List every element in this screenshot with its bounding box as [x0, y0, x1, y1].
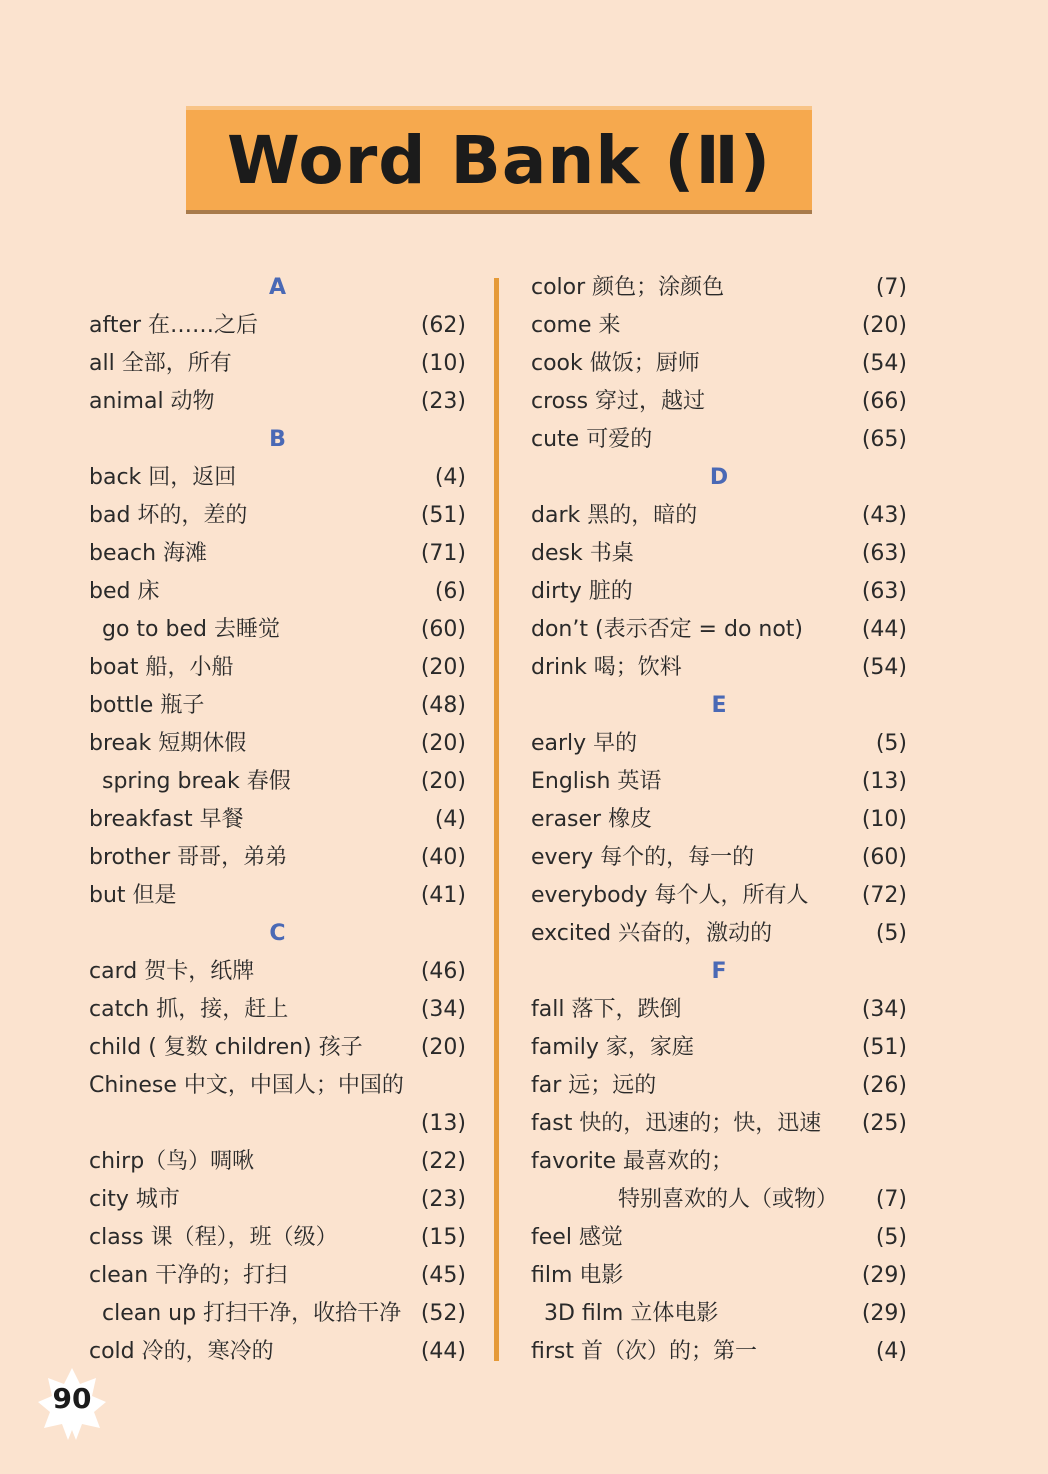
word-entry: [531, 1257, 907, 1295]
entry-page: (54): [861, 351, 907, 376]
entry-term: don’t (表示否定 = do not): [531, 617, 804, 642]
entry-page: (65): [861, 427, 907, 452]
entry-term: feel 感觉: [531, 1225, 623, 1250]
entry-term: dark 黑的，暗的: [531, 503, 698, 528]
section-letter: E: [711, 693, 727, 718]
word-entry: [531, 535, 907, 573]
entry-page: (26): [861, 1073, 907, 1098]
column-divider: [494, 278, 499, 1361]
entry-page: (20): [420, 731, 466, 756]
page-number: 90: [52, 1382, 92, 1415]
entry-page: (5): [875, 921, 907, 946]
page-title: Word Bank (Ⅱ): [226, 121, 772, 199]
section-letter: F: [711, 959, 727, 984]
entry-term: but 但是: [89, 883, 177, 908]
entry-page: (71): [420, 541, 466, 566]
entry-page: (23): [420, 389, 466, 414]
word-entry: [89, 839, 466, 877]
entry-page: (52): [420, 1301, 466, 1326]
word-entry: [89, 497, 466, 535]
entry-term: first 首（次）的；第一: [531, 1339, 757, 1364]
entry-term: favorite 最喜欢的；: [531, 1149, 734, 1174]
word-entry: [531, 1143, 907, 1181]
word-entry: [531, 497, 907, 535]
word-entry: [531, 877, 907, 915]
word-entry: [531, 307, 907, 345]
word-entry: [89, 991, 466, 1029]
entry-page: (13): [420, 1111, 466, 1136]
entry-page: (4): [875, 1339, 907, 1364]
word-entry: [89, 611, 466, 649]
word-entry: [89, 687, 466, 725]
entry-page: (20): [420, 1035, 466, 1060]
entry-page: (66): [861, 389, 907, 414]
entry-page: (4): [434, 807, 466, 832]
entry-term: early 早的: [531, 731, 638, 756]
entry-term: card 贺卡，纸牌: [89, 959, 255, 984]
word-entry: [531, 573, 907, 611]
entry-term: clean up 打扫干净，收拾干净: [102, 1301, 402, 1326]
entry-term: boat 船，小船: [89, 655, 234, 680]
word-entry: [89, 953, 466, 991]
entry-page: (29): [861, 1263, 907, 1288]
entry-term: catch 抓，接，赶上: [89, 997, 289, 1022]
word-entry: [531, 1105, 907, 1143]
entry-term: fall 落下，跌倒: [531, 997, 682, 1022]
section-letter: B: [269, 427, 286, 452]
word-entry: [89, 1105, 466, 1143]
word-entry: [531, 1181, 907, 1219]
entry-term: beach 海滩: [89, 541, 208, 566]
entry-page: (63): [861, 541, 907, 566]
entry-page: (15): [420, 1225, 466, 1250]
left-column: [89, 269, 466, 1371]
entry-page: (44): [420, 1339, 466, 1364]
word-entry: [89, 649, 466, 687]
entry-term: family 家，家庭: [531, 1035, 694, 1060]
entry-term: come 来: [531, 313, 621, 338]
entry-page: (46): [420, 959, 466, 984]
entry-page: (60): [861, 845, 907, 870]
word-entry: [531, 1333, 907, 1371]
right-column: [531, 269, 907, 1371]
entry-page: (62): [420, 313, 466, 338]
entry-page: (41): [420, 883, 466, 908]
entry-page: (34): [861, 997, 907, 1022]
entry-page: (5): [875, 731, 907, 756]
word-entry: [531, 991, 907, 1029]
word-entry: [89, 1257, 466, 1295]
word-entry: [531, 649, 907, 687]
entry-term: English 英语: [531, 769, 662, 794]
entry-page: (54): [861, 655, 907, 680]
word-entry: [89, 1295, 466, 1333]
entry-term: bed 床: [89, 579, 160, 604]
word-entry: [89, 1333, 466, 1371]
entry-term: animal 动物: [89, 389, 215, 414]
entry-page: (29): [861, 1301, 907, 1326]
entry-term: fast 快的，迅速的；快，迅速: [531, 1111, 822, 1136]
entry-page: (7): [875, 275, 907, 300]
entry-page: (22): [420, 1149, 466, 1174]
entry-page: (13): [861, 769, 907, 794]
entry-term: color 颜色；涂颜色: [531, 275, 725, 300]
word-entry: [531, 915, 907, 953]
entry-term: break 短期休假: [89, 731, 247, 756]
entry-term: dirty 脏的: [531, 579, 633, 604]
entry-term: bottle 瓶子: [89, 693, 205, 718]
entry-term: city 城市: [89, 1187, 180, 1212]
entry-page: (40): [420, 845, 466, 870]
word-entry: [531, 269, 907, 307]
word-entry: [89, 383, 466, 421]
word-entry: [89, 877, 466, 915]
entry-term: bad 坏的，差的: [89, 503, 248, 528]
word-entry: [89, 1181, 466, 1219]
entry-term: desk 书桌: [531, 541, 634, 566]
entry-page: (51): [861, 1035, 907, 1060]
entry-term: drink 喝；饮料: [531, 655, 682, 680]
word-entry: [531, 1295, 907, 1333]
section-letter: D: [709, 465, 729, 490]
word-entry: [531, 1219, 907, 1257]
word-entry: [89, 1029, 466, 1067]
entry-page: (43): [861, 503, 907, 528]
entry-term: excited 兴奋的，激动的: [531, 921, 773, 946]
entry-term: go to bed 去睡觉: [102, 617, 280, 642]
entry-term: film 电影: [531, 1263, 624, 1288]
entry-page: (51): [420, 503, 466, 528]
word-entry: [89, 345, 466, 383]
entry-term: spring break 春假: [102, 769, 291, 794]
word-entry: [531, 839, 907, 877]
entry-page: (48): [420, 693, 466, 718]
word-entry: [89, 1143, 466, 1181]
entry-term: cook 做饭；厨师: [531, 351, 700, 376]
entry-term: Chinese 中文，中国人；中国的: [89, 1073, 404, 1098]
word-entry: [89, 535, 466, 573]
entry-term: every 每个的，每一的: [531, 845, 755, 870]
entry-term: clean 干净的；打扫: [89, 1263, 288, 1288]
page-number-badge: [36, 1366, 108, 1442]
entry-term: far 远；远的: [531, 1073, 657, 1098]
entry-term: chirp（鸟）啁啾: [89, 1149, 255, 1174]
entry-page: (20): [420, 769, 466, 794]
entry-page: (7): [875, 1187, 907, 1212]
entry-page: (25): [861, 1111, 907, 1136]
entry-page: (23): [420, 1187, 466, 1212]
word-entry: [89, 459, 466, 497]
entry-term: after 在……之后: [89, 313, 259, 338]
entry-page: (20): [861, 313, 907, 338]
entry-page: (6): [434, 579, 466, 604]
word-entry: [531, 421, 907, 459]
word-entry: [89, 1067, 466, 1105]
entry-page: (5): [875, 1225, 907, 1250]
word-entry: [89, 573, 466, 611]
entry-term: child ( 复数 children) 孩子: [89, 1035, 363, 1060]
entry-term: class 课（程），班（级）: [89, 1225, 338, 1250]
entry-term: cross 穿过，越过: [531, 389, 706, 414]
entry-term: brother 哥哥，弟弟: [89, 845, 288, 870]
entry-page: (34): [420, 997, 466, 1022]
word-entry: [531, 611, 907, 649]
entry-page: (44): [861, 617, 907, 642]
word-entry: [531, 1029, 907, 1067]
entry-term: all 全部，所有: [89, 351, 232, 376]
word-entry: [531, 345, 907, 383]
word-entry: [89, 763, 466, 801]
section-letter: A: [268, 275, 287, 300]
entry-page: (45): [420, 1263, 466, 1288]
word-entry: [531, 383, 907, 421]
word-entry: [89, 1219, 466, 1257]
entry-term: eraser 橡皮: [531, 807, 653, 832]
entry-page: (4): [434, 465, 466, 490]
entry-page: (63): [861, 579, 907, 604]
entry-term: 特别喜欢的人（或物）: [618, 1187, 839, 1212]
entry-page: (10): [420, 351, 466, 376]
word-entry: [531, 1067, 907, 1105]
entry-term: cold 冷的，寒冷的: [89, 1339, 274, 1364]
word-entry: [89, 307, 466, 345]
word-entry: [531, 763, 907, 801]
entry-term: cute 可爱的: [531, 427, 653, 452]
title-banner: [186, 106, 812, 214]
entry-term: back 回，返回: [89, 465, 237, 490]
entry-term: 3D film 立体电影: [544, 1301, 719, 1326]
entry-page: (72): [861, 883, 907, 908]
section-letter: C: [269, 921, 286, 946]
word-entry: [89, 725, 466, 763]
entry-page: (10): [861, 807, 907, 832]
entry-page: (60): [420, 617, 466, 642]
entry-term: breakfast 早餐: [89, 807, 244, 832]
entry-page: (20): [420, 655, 466, 680]
word-entry: [531, 725, 907, 763]
word-entry: [531, 801, 907, 839]
entry-term: everybody 每个人，所有人: [531, 883, 809, 908]
word-entry: [89, 801, 466, 839]
